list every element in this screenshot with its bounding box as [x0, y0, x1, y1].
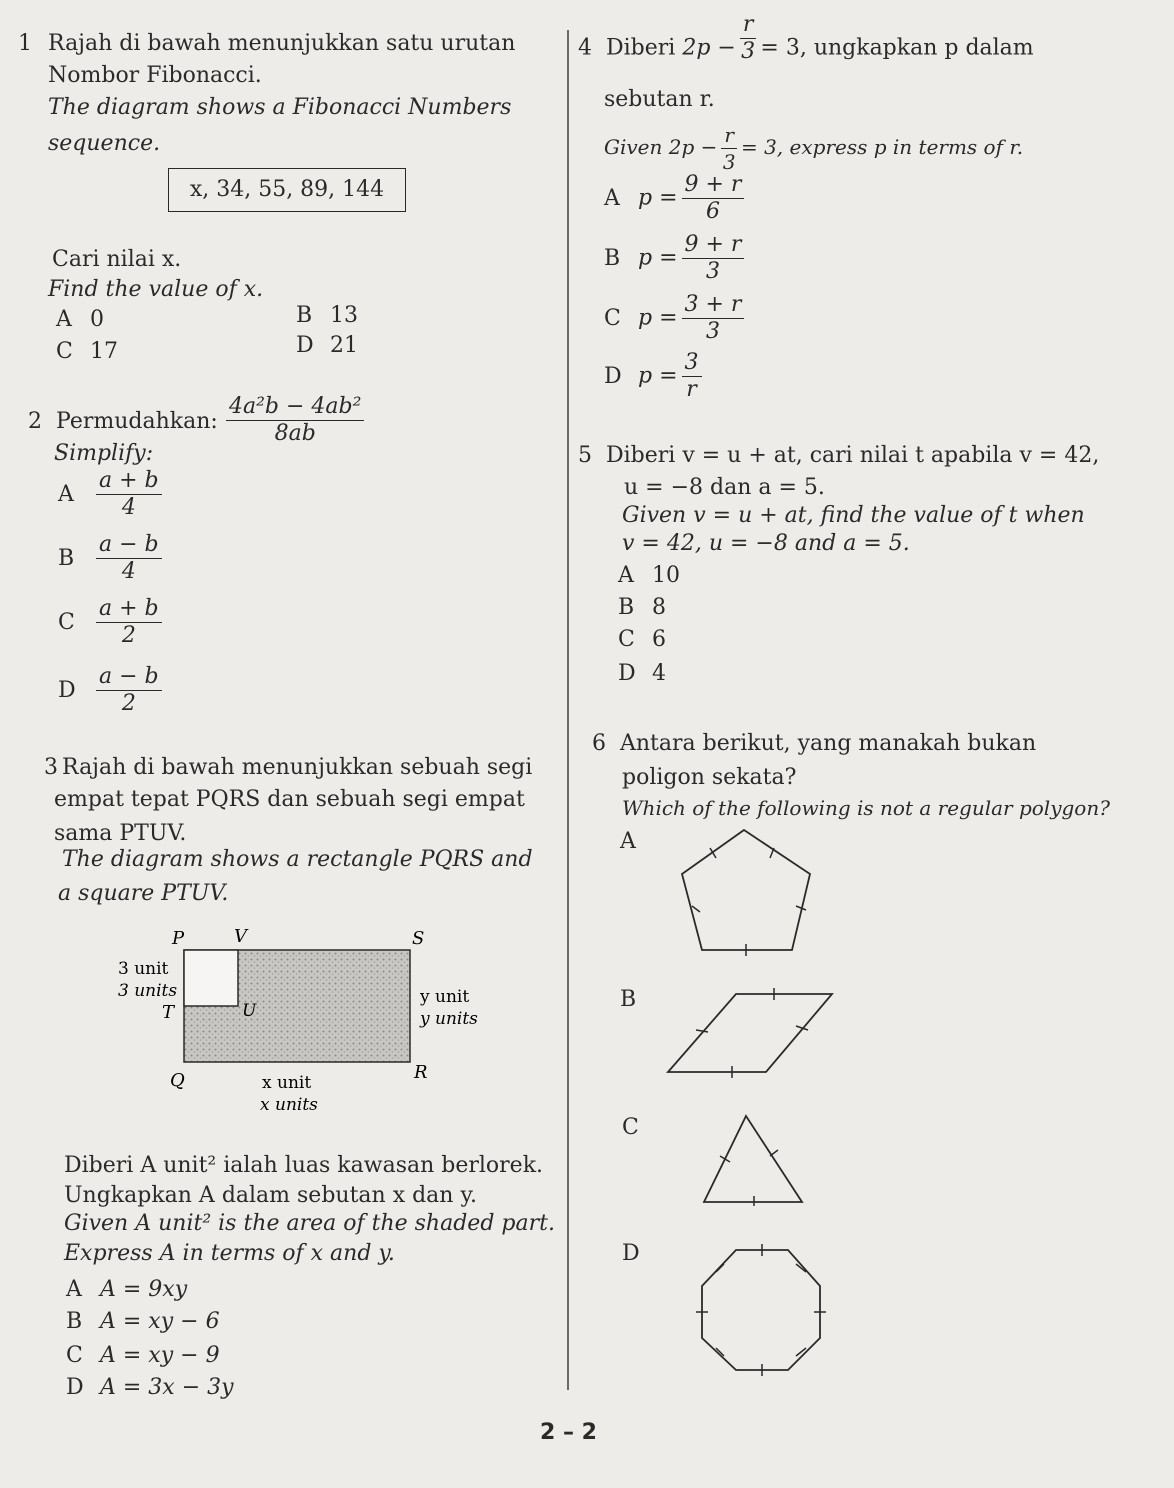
label-r: R: [414, 1062, 428, 1083]
fibonacci-sequence-box: x, 34, 55, 89, 144: [168, 168, 406, 212]
q2-option-b[interactable]: B $\frac{a - b}{4}$: [58, 532, 166, 585]
q3-text-ms-3: sama PTUV.: [54, 821, 187, 846]
q5-text-en-1: Given v = u + at, find the value of t when: [622, 503, 1085, 528]
q5-option-c[interactable]: C 6: [618, 627, 666, 652]
q1-number: 1: [18, 31, 32, 56]
q5-number: 5: [578, 443, 592, 468]
triangle-shape: [696, 1110, 808, 1206]
pentagon-shape: [670, 826, 830, 958]
octagon-shape: [692, 1242, 828, 1378]
q2-option-d[interactable]: D $\frac{a - b}{2}$: [58, 664, 166, 717]
q3-text-en-2: a square PTUV.: [58, 881, 229, 906]
column-divider: [567, 30, 569, 1390]
label-t: T: [162, 1002, 175, 1023]
q6-option-a[interactable]: A: [620, 829, 636, 854]
label-y-en: y units: [420, 1009, 478, 1029]
label-side-en: 3 units: [118, 981, 178, 1001]
label-y-ms: y unit: [420, 987, 470, 1007]
q1-text-ms-2: Nombor Fibonacci.: [48, 63, 262, 88]
label-u: U: [242, 1001, 257, 1021]
rhombus-shape: [662, 986, 842, 1082]
rectangle-square-figure: [100, 922, 520, 1120]
q2-option-a[interactable]: A $\frac{a + b}{4}$: [58, 468, 166, 521]
q4-option-b[interactable]: B p = $\frac{9 + r}{3}$: [604, 232, 748, 285]
q5-text-ms-2: u = −8 dan a = 5.: [624, 475, 825, 500]
label-side-ms: 3 unit: [118, 959, 169, 979]
q6-option-b[interactable]: B: [620, 987, 637, 1012]
q4-eq-lhs: 2p −: [682, 35, 736, 61]
q1-ask-ms: Cari nilai x.: [52, 247, 182, 272]
q1-text-en-2: sequence.: [48, 131, 161, 156]
q6-text-en: Which of the following is not a regular polygon?: [622, 796, 1110, 820]
q6-option-c[interactable]: C: [622, 1115, 639, 1140]
q4-eq-rhs: = 3,: [760, 35, 807, 61]
q3-given-ms-1: Diberi A unit² ialah luas kawasan berlorek.: [64, 1153, 544, 1178]
q3-option-c[interactable]: C A = xy − 9: [66, 1343, 220, 1368]
q5-option-b[interactable]: B 8: [618, 595, 666, 620]
q4-text-ms-2: sebutan r.: [604, 87, 715, 112]
q1-option-c[interactable]: C 17: [56, 339, 118, 364]
q5-option-a[interactable]: A 10: [618, 563, 680, 588]
q4-post-ms: ungkapkan p dalam: [813, 35, 1034, 61]
q2-option-c[interactable]: C $\frac{a + b}{2}$: [58, 596, 166, 649]
q3-given-en-1: Given A unit² is the area of the shaded part.: [64, 1211, 555, 1236]
label-v: V: [234, 926, 247, 947]
q2-text-ms: Permudahkan:: [56, 409, 218, 434]
square-ptuv: [184, 950, 238, 1006]
label-s: S: [412, 928, 425, 949]
q3-text-ms-1: Rajah di bawah menunjukkan sebuah segi: [62, 755, 533, 780]
q3-text-en-1: The diagram shows a rectangle PQRS and: [62, 847, 533, 872]
q4-line-en: Given 2p − $\frac{r}{3}$ = 3, express p in terms of r.: [604, 123, 1024, 174]
q3-number: 3: [44, 755, 58, 780]
q5-text-ms-1: Diberi v = u + at, cari nilai t apabila v = 42,: [606, 443, 1100, 468]
q4-option-a[interactable]: A p = $\frac{9 + r}{6}$: [604, 172, 748, 225]
q4-pre-ms: Diberi: [606, 35, 676, 61]
q3-given-en-2: Express A in terms of x and y.: [64, 1241, 395, 1266]
q6-text-ms-1: Antara berikut, yang manakah bukan: [620, 731, 1037, 756]
q5-text-en-2: v = 42, u = −8 and a = 5.: [622, 531, 910, 556]
q1-option-a[interactable]: A 0: [56, 307, 104, 332]
q1-option-b[interactable]: B 13: [296, 303, 358, 328]
q4-option-c[interactable]: C p = $\frac{3 + r}{3}$: [604, 292, 748, 345]
q4-line-1: 4 Diberi 2p − $\frac{r}{3}$ = 3, ungkapkan p dalam: [578, 12, 1034, 64]
q1-ask-en: Find the value of x.: [48, 277, 264, 302]
q3-option-d[interactable]: D A = 3x − 3y: [66, 1375, 234, 1400]
q3-option-a[interactable]: A A = 9xy: [66, 1277, 188, 1302]
q1-text-en-1: The diagram shows a Fibonacci Numbers: [48, 95, 512, 120]
q3-text-ms-2: empat tepat PQRS dan sebuah segi empat: [54, 787, 525, 812]
q2-number: 2: [28, 409, 42, 434]
q2-expression: $\frac{\text{4a²b − 4ab²}}{8ab}$: [222, 394, 368, 447]
q2-text-en: Simplify:: [54, 441, 154, 466]
q6-number: 6: [592, 731, 606, 756]
label-p: P: [172, 928, 185, 949]
q6-option-d[interactable]: D: [622, 1241, 640, 1266]
q4-number: 4: [578, 35, 592, 61]
page-number: 2 – 2: [540, 1420, 597, 1445]
q6-text-ms-2: poligon sekata?: [622, 765, 797, 790]
label-x-en: x units: [260, 1095, 318, 1115]
q4-option-d[interactable]: D p = $\frac{3}{r}$: [604, 350, 706, 403]
q3-option-b[interactable]: B A = xy − 6: [66, 1309, 220, 1334]
label-x-ms: x unit: [262, 1073, 312, 1093]
q5-option-d[interactable]: D 4: [618, 661, 666, 686]
q3-given-ms-2: Ungkapkan A dalam sebutan x dan y.: [64, 1183, 477, 1208]
q1-text-ms-1: Rajah di bawah menunjukkan satu urutan: [48, 31, 516, 56]
q1-option-d[interactable]: D 21: [296, 333, 358, 358]
label-q: Q: [170, 1070, 185, 1091]
